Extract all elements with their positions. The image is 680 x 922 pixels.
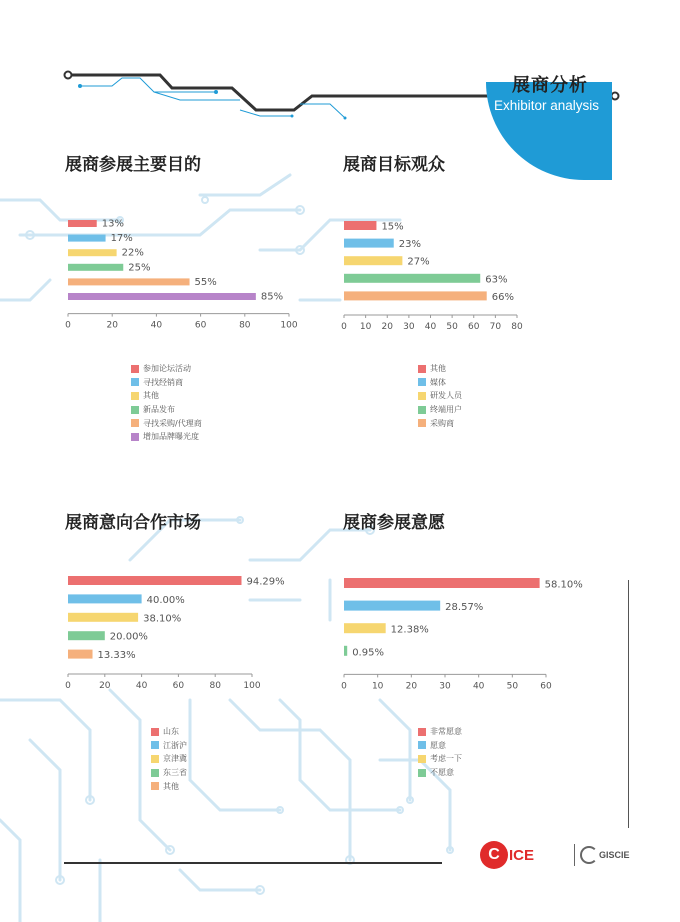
x-tick-label: 10 [359, 322, 372, 332]
chart-purpose [60, 212, 310, 332]
section-title-intent: 展商参展意愿 [343, 513, 445, 533]
legend-label: 江浙沪 [163, 740, 187, 750]
legend-swatch [151, 741, 159, 749]
legend-item [151, 739, 187, 753]
bar [344, 221, 376, 230]
legend-item [418, 389, 462, 403]
bar [68, 249, 117, 256]
giscie-logo-mark [580, 846, 598, 864]
legend-item [131, 416, 202, 430]
bar [68, 235, 106, 242]
bar [344, 291, 487, 300]
bar-value-label: 28.57% [445, 602, 484, 614]
bar [68, 264, 123, 271]
bar-value-label: 25% [128, 262, 151, 274]
x-tick-label: 60 [540, 681, 552, 692]
legend-item [418, 376, 462, 390]
bar [344, 239, 394, 248]
legend-label: 东三省 [163, 768, 187, 778]
bar-value-label: 0.95% [352, 647, 384, 659]
legend-item [418, 766, 462, 780]
bar [68, 293, 256, 300]
x-tick-label: 10 [371, 681, 384, 692]
x-tick-label: 50 [446, 322, 458, 332]
x-tick-label: 0 [341, 322, 347, 332]
legend-label: 愿意 [430, 740, 446, 750]
x-tick-label: 40 [472, 681, 485, 692]
bar-value-label: 40.00% [146, 594, 185, 606]
bar-value-label: 13% [101, 218, 124, 230]
legend-label: 媒体 [430, 377, 446, 387]
x-tick-label: 80 [239, 320, 251, 331]
x-tick-label: 0 [65, 320, 71, 331]
legend-item [418, 403, 462, 417]
bar [68, 278, 190, 285]
legend-item [418, 739, 462, 753]
x-tick-label: 20 [405, 681, 418, 692]
legend-label: 非常愿意 [430, 727, 462, 737]
legend-swatch [418, 378, 426, 386]
x-tick-label: 60 [468, 322, 480, 332]
x-tick-label: 40 [150, 320, 163, 331]
legend-swatch [131, 406, 139, 414]
bar [68, 650, 93, 659]
legend-label: 参加论坛活动 [143, 364, 191, 374]
bar [68, 220, 97, 227]
legend-item [131, 430, 202, 444]
legend-item [131, 362, 202, 376]
legend-swatch [151, 782, 159, 790]
bar [344, 274, 480, 283]
legend-label: 京津冀 [163, 754, 187, 764]
chart-audience [336, 216, 536, 331]
legend-item [418, 416, 462, 430]
bar [344, 623, 386, 633]
section-title-market: 展商意向合作市场 [65, 513, 201, 533]
page-title: 展商分析 [512, 75, 588, 96]
chart-svg [60, 212, 310, 332]
bar [68, 594, 142, 603]
legend-market [151, 725, 187, 793]
legend-item [151, 752, 187, 766]
legend-item [418, 725, 462, 739]
x-tick-label: 20 [106, 320, 118, 331]
legend-swatch [418, 755, 426, 763]
x-tick-label: 100 [280, 320, 298, 331]
legend-swatch [131, 378, 139, 386]
x-tick-label: 80 [511, 322, 523, 332]
legend-item [131, 389, 202, 403]
giscie-logo-text: GISCIE [599, 850, 630, 860]
legend-item [418, 362, 462, 376]
legend-label: 其他 [163, 781, 179, 791]
legend-swatch [131, 419, 139, 427]
x-tick-label: 40 [135, 681, 148, 691]
chart-intent [336, 575, 583, 693]
bar-value-label: 58.10% [544, 579, 583, 591]
section-title-audience: 展商目标观众 [343, 155, 445, 175]
bar-value-label: 55% [194, 276, 217, 288]
chart-svg [336, 575, 583, 693]
bar-value-label: 20.00% [109, 631, 148, 643]
x-tick-label: 80 [209, 681, 221, 691]
bar-value-label: 63% [485, 274, 508, 286]
right-divider [628, 580, 629, 828]
bar [344, 646, 347, 656]
legend-audience [418, 362, 462, 430]
legend-item [151, 779, 187, 793]
x-tick-label: 60 [194, 320, 207, 331]
page-subtitle: Exhibitor analysis [494, 98, 600, 113]
x-tick-label: 20 [99, 681, 111, 691]
x-tick-label: 30 [439, 681, 451, 692]
bar-value-label: 27% [407, 256, 430, 268]
legend-label: 终端用户 [430, 405, 462, 415]
legend-item [131, 403, 202, 417]
legend-intent [418, 725, 462, 779]
bar-value-label: 23% [398, 239, 421, 251]
legend-item [151, 725, 187, 739]
legend-item [131, 376, 202, 390]
bar [344, 578, 540, 588]
bar-value-label: 17% [110, 233, 133, 245]
legend-swatch [418, 728, 426, 736]
x-tick-label: 60 [172, 681, 185, 691]
legend-swatch [418, 406, 426, 414]
legend-swatch [151, 728, 159, 736]
section-title-purpose: 展商参展主要目的 [65, 155, 201, 175]
legend-label: 寻找采购/代理商 [143, 418, 202, 428]
legend-swatch [151, 755, 159, 763]
bar-value-label: 13.33% [97, 650, 136, 662]
bar [344, 601, 440, 611]
legend-label: 其他 [430, 364, 446, 374]
legend-swatch [131, 392, 139, 400]
legend-swatch [418, 365, 426, 373]
legend-swatch [418, 741, 426, 749]
cice-logo [480, 841, 569, 869]
legend-item [418, 752, 462, 766]
legend-label: 寻找经销商 [143, 377, 183, 387]
legend-swatch [418, 419, 426, 427]
bar [68, 631, 105, 640]
legend-swatch [151, 769, 159, 777]
legend-label: 山东 [163, 727, 179, 737]
x-tick-label: 40 [424, 322, 437, 332]
legend-swatch [418, 769, 426, 777]
bar-value-label: 22% [121, 247, 144, 259]
chart-market [60, 572, 310, 692]
bar [344, 256, 402, 265]
bar-value-label: 15% [381, 221, 404, 233]
cice-logo-text: ICE [509, 846, 535, 864]
legend-swatch [131, 433, 139, 441]
legend-label: 其他 [143, 391, 159, 401]
bar-value-label: 94.29% [246, 576, 285, 588]
bar-value-label: 12.38% [390, 624, 429, 636]
footer-logos [480, 841, 630, 869]
legend-label: 采购商 [430, 418, 454, 428]
x-tick-label: 30 [403, 322, 415, 332]
legend-label: 增加品牌曝光度 [143, 432, 199, 442]
bar-value-label: 66% [491, 291, 514, 303]
x-tick-label: 0 [341, 681, 347, 692]
legend-label: 考虑一下 [430, 754, 462, 764]
legend-item [151, 766, 187, 780]
x-tick-label: 20 [381, 322, 393, 332]
legend-label: 新品发布 [143, 405, 175, 415]
x-tick-label: 0 [65, 681, 71, 691]
chart-svg [336, 216, 536, 331]
bar-value-label: 85% [260, 291, 284, 303]
x-tick-label: 100 [243, 681, 261, 691]
footer-divider [64, 862, 442, 864]
legend-label: 研发人员 [430, 391, 462, 401]
legend-label: 不愿意 [430, 768, 454, 778]
legend-swatch [418, 392, 426, 400]
x-tick-label: 70 [489, 322, 502, 332]
x-tick-label: 50 [506, 681, 519, 692]
cice-logo-mark: C [480, 841, 508, 869]
legend-purpose [131, 362, 202, 444]
bar-value-label: 38.10% [143, 613, 182, 625]
bar [68, 576, 241, 585]
logo-separator [574, 844, 575, 866]
chart-svg [60, 572, 310, 692]
bar [68, 613, 138, 622]
legend-swatch [131, 365, 139, 373]
